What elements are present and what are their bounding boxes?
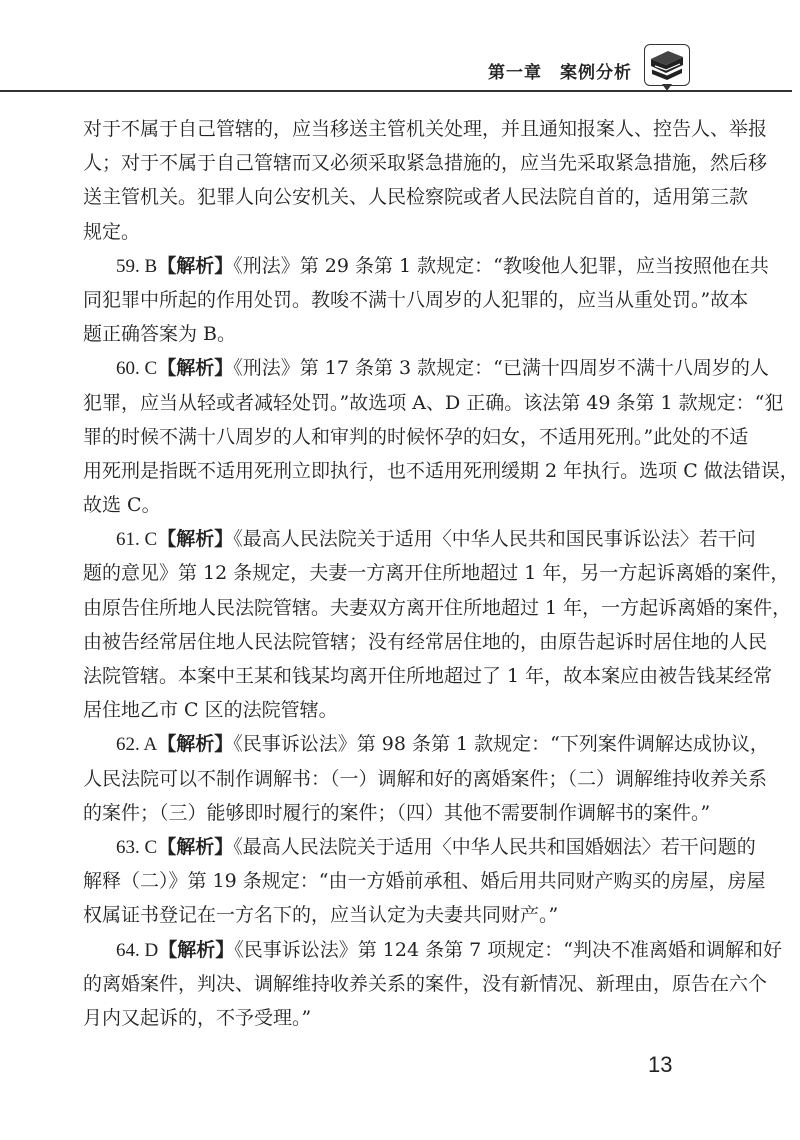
line-text: 的离婚案件，判决、调解维持收养关系的案件，没有新情况、新理由，原告在六个	[83, 972, 768, 995]
analysis-tag: 【解析】	[157, 357, 234, 380]
text-line	[83, 796, 711, 830]
line-text: 规定。	[83, 220, 141, 243]
text-line	[83, 556, 790, 590]
text-line	[83, 215, 691, 249]
analysis-tag: 【解析】	[157, 835, 234, 858]
analysis-tag: 【解析】	[157, 254, 234, 277]
continuation-paragraph	[83, 112, 768, 249]
answer-paragraph	[83, 727, 769, 830]
line-text: 故选 C。	[83, 494, 161, 517]
chapter-title: 第一章 案例分析	[488, 63, 632, 83]
answer-paragraph	[83, 933, 782, 1036]
text-line	[83, 146, 768, 180]
analysis-tag: 【解析】	[157, 528, 234, 551]
line-text: 权属证书登记在一方名下的，应当认定为夫妻共同财产。”	[83, 904, 559, 927]
answer-number: 60. C	[116, 358, 158, 380]
answer-paragraph	[83, 351, 799, 522]
text-line	[83, 830, 756, 864]
line-text: 《民事诉讼法》第 98 条第 1 款规定：“下列案件调解达成协议，	[233, 733, 769, 756]
answer-number: 59. B	[116, 255, 158, 277]
text-line	[83, 112, 768, 146]
line-text: 人；对于不属于自己管辖而又必须采取紧急措施的，应当先采取紧急措施，然后移	[83, 152, 768, 175]
text-line	[83, 1001, 691, 1035]
line-text: 解释（二）》第 19 条规定：“由一方婚前承租、婚后用共同财产购买的房屋，房屋	[83, 870, 766, 893]
text-line	[83, 180, 749, 214]
line-text: 罪的时候不满十八周岁的人和审判的时候怀孕的妇女，不适用死刑。”此处的不适	[83, 425, 749, 448]
line-text: 《刑法》第 17 条第 3 款规定：“已满十四周岁不满十八周岁的人	[233, 357, 769, 380]
text-line	[83, 454, 799, 488]
text-line	[83, 488, 691, 522]
answer-number: 61. C	[116, 529, 158, 551]
line-text: 同犯罪中所起的作用处罚。教唆不满十八周岁的人犯罪的，应当从重处罚。”故本	[83, 288, 749, 311]
line-text: 由原告住所地人民法院管辖。夫妻双方离开住所地超过 1 年，一方起诉离婚的案件，	[83, 596, 792, 619]
header-rule	[0, 90, 792, 92]
analysis-tag: 【解析】	[158, 938, 235, 961]
page-body	[83, 112, 799, 1035]
line-text: 《最高人民法院关于适用〈中华人民共和国民事诉讼法〉若干问	[233, 528, 756, 551]
answer-paragraph	[83, 249, 769, 352]
text-line	[83, 420, 749, 454]
text-line	[83, 283, 749, 317]
text-line	[83, 693, 691, 727]
answer-number: 62. A	[116, 734, 158, 756]
line-text: 的案件；（三）能够即时履行的案件；（四）其他不需要制作调解书的案件。”	[83, 801, 711, 824]
line-text: 对于不属于自己管辖的，应当移送主管机关处理，并且通知报案人、控告人、举报	[83, 118, 768, 140]
text-line	[83, 933, 782, 967]
text-line	[83, 898, 691, 932]
line-text: 题的意见》第 12 条规定，夫妻一方离开住所地超过 1 年，另一方起诉离婚的案件，	[83, 562, 790, 585]
text-line	[83, 762, 768, 796]
line-text: 居住地乙市 C 区的法院管辖。	[83, 699, 338, 722]
line-text: 题正确答案为 B。	[83, 323, 237, 346]
page-number: 13	[648, 1052, 673, 1077]
text-line	[83, 317, 691, 351]
books-icon	[644, 44, 690, 86]
answer-number: 63. C	[116, 836, 158, 858]
answer-number: 64. D	[116, 939, 159, 961]
text-line	[83, 625, 768, 659]
text-line	[83, 522, 756, 556]
line-text: 《刑法》第 29 条第 1 款规定：“教唆他人犯罪，应当按照他在共	[233, 254, 769, 277]
text-line	[83, 249, 769, 283]
line-text: 犯罪，应当从轻或者减轻处罚。”故选项 A、D 正确。该法第 49 条第 1 款规定：“犯	[83, 391, 784, 414]
text-line	[83, 727, 769, 761]
line-text: 《民事诉讼法》第 124 条第 7 项规定：“判决不准离婚和调解和好	[234, 938, 782, 961]
line-text: 人民法院可以不制作调解书：（一）调解和好的离婚案件；（二）调解维持收养关系	[83, 767, 768, 790]
text-line	[83, 864, 766, 898]
answer-paragraph	[83, 830, 766, 933]
analysis-tag: 【解析】	[157, 733, 234, 756]
text-line	[83, 967, 768, 1001]
text-line	[83, 351, 769, 385]
line-text: 月内又起诉的，不予受理。”	[83, 1006, 312, 1029]
text-line	[83, 591, 792, 625]
line-text: 用死刑是指既不适用死刑立即执行，也不适用死刑缓期 2 年执行。选项 C 做法错误，	[83, 459, 799, 482]
line-text: 由被告经常居住地人民法院管辖；没有经常居住地的，由原告起诉时居住地的人民	[83, 630, 768, 653]
text-line	[83, 386, 784, 420]
line-text: 法院管辖。本案中王某和钱某均离开住所地超过了 1 年，故本案应由被告钱某经常	[83, 665, 773, 687]
line-text: 送主管机关。犯罪人向公安机关、人民检察院或者人民法院自首的，适用第三款	[83, 186, 749, 209]
text-line	[83, 659, 773, 693]
answer-paragraph	[83, 522, 792, 727]
line-text: 《最高人民法院关于适用〈中华人民共和国婚姻法〉若干问题的	[233, 835, 756, 858]
